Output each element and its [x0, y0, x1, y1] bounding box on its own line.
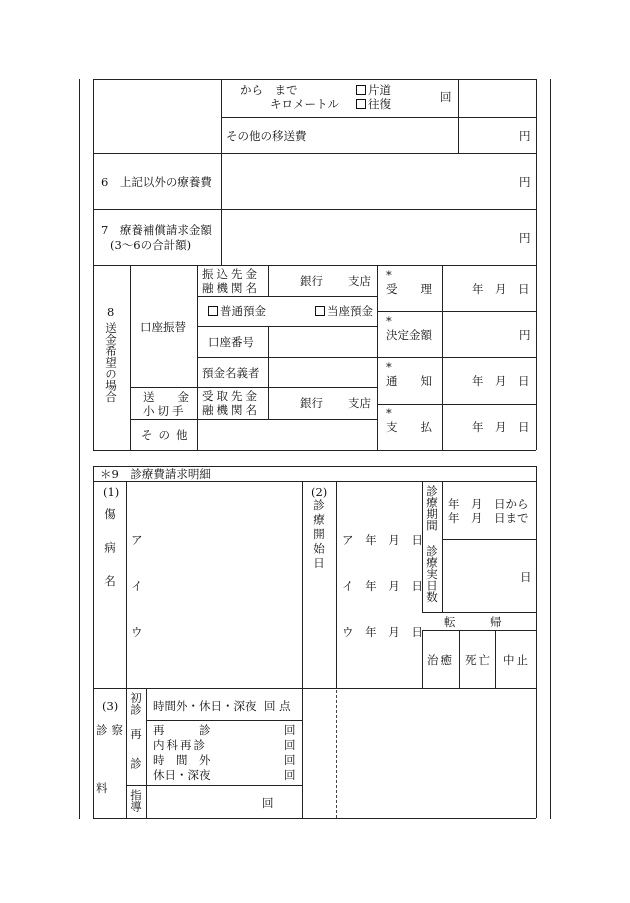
star-mark: * — [386, 268, 392, 282]
times-label: 回 — [440, 90, 452, 104]
diagnosis-name-label: 傷病名 — [103, 508, 117, 609]
page-left-edge — [79, 79, 80, 819]
star-mark: * — [386, 360, 392, 374]
decided-amount-label: 決定金額 — [386, 328, 432, 342]
payment-date: 年 月 日 — [472, 420, 530, 434]
bank-label: 銀行 — [300, 274, 323, 288]
one-way-checkbox[interactable]: 片道 — [356, 83, 391, 97]
item1-number: (1) — [103, 485, 120, 499]
times-label: 回 — [284, 738, 296, 752]
payment-label: 支 払 — [386, 420, 432, 434]
revisit-item: 再 診 — [153, 723, 211, 737]
consultation-fee-label: 診察 — [96, 723, 127, 737]
receiving-bank-label-2: 融機関名 — [202, 403, 260, 417]
revisit-label: 再診 — [129, 728, 143, 787]
other-label: その他 — [141, 428, 194, 442]
period-to: 年 月 日まで — [448, 511, 529, 525]
after-hours-label: 時間外・休日・深夜 — [153, 699, 257, 713]
guidance-label: 指導 — [129, 789, 143, 812]
branch-label: 支店 — [348, 396, 371, 410]
other-transport-label: その他の移送費 — [226, 129, 307, 143]
star-mark: * — [386, 406, 392, 420]
row6-label: 6 上記以外の療養費 — [101, 175, 212, 189]
start-date-a: ア 年 月 日 — [342, 533, 423, 547]
checkbox-icon — [315, 306, 325, 316]
start-date-i: イ 年 月 日 — [342, 579, 423, 593]
bank-name-label-1: 振込先金 — [202, 267, 260, 281]
item3-number: (3) — [102, 699, 119, 713]
start-date-u: ウ 年 月 日 — [342, 625, 423, 639]
diagnosis-u: ウ — [131, 625, 143, 639]
internal-revisit-item: 内科再診 — [153, 738, 207, 752]
row7-sublabel: (3〜6の合計額) — [110, 238, 192, 252]
actual-days-label: 診療実日数 — [425, 545, 439, 603]
bank-name-label-2: 融機関名 — [202, 281, 260, 295]
km-label: キロメートル — [270, 97, 339, 111]
checkbox-icon — [356, 85, 366, 95]
sec8-title: 送金希望の場合 — [104, 322, 118, 403]
times-label: 回 — [284, 753, 296, 767]
diagnosis-i: イ — [131, 579, 143, 593]
sec9-title: ＊9 診療費請求明細 — [100, 467, 211, 481]
times-points-label: 回 点 — [264, 699, 291, 713]
received-date: 年 月 日 — [472, 282, 530, 296]
days-unit: 日 — [520, 570, 532, 584]
yen-label: 円 — [519, 129, 531, 143]
account-transfer-label: 口座振替 — [140, 320, 186, 334]
diagnosis-a: ア — [131, 533, 143, 547]
yen-label: 円 — [519, 175, 531, 189]
yen-label: 円 — [519, 328, 531, 342]
star-mark: * — [386, 314, 392, 328]
from-to-label: から まで — [240, 83, 298, 97]
item2-number: (2) — [311, 485, 328, 499]
times-label: 回 — [284, 723, 296, 737]
row7-label: 7 療養補償請求金額 — [101, 223, 212, 237]
outcome-discontinued: 中止 — [503, 653, 530, 667]
account-holder-label: 預金名義者 — [202, 366, 260, 380]
first-visit-label: 初診 — [129, 692, 143, 715]
outcome-label: 転 帰 — [444, 615, 502, 629]
treatment-start-label: 診療開始日 — [312, 499, 326, 572]
checkbox-icon — [208, 306, 218, 316]
outcome-death: 死亡 — [465, 653, 492, 667]
branch-label: 支店 — [348, 274, 371, 288]
holiday-night-item: 休日・深夜 — [153, 768, 211, 782]
times-label: 回 — [284, 768, 296, 782]
bank-label: 銀行 — [300, 396, 323, 410]
current-deposit-checkbox[interactable]: 当座預金 — [315, 304, 373, 318]
remittance-label-2: 小切手 — [143, 404, 187, 418]
round-trip-checkbox[interactable]: 往復 — [356, 97, 391, 111]
sec8-number: 8 — [107, 305, 115, 319]
remittance-label-1: 送 金 — [143, 390, 189, 404]
treatment-period-label: 診療期間 — [425, 485, 439, 531]
outcome-cured: 治癒 — [427, 653, 454, 667]
ordinary-deposit-checkbox[interactable]: 普通預金 — [208, 304, 266, 318]
after-hours-item: 時 間 外 — [153, 753, 211, 767]
received-label: 受 理 — [386, 282, 432, 296]
notice-date: 年 月 日 — [472, 374, 530, 388]
period-from: 年 月 日から — [448, 497, 529, 511]
notice-label: 通 知 — [386, 374, 432, 388]
yen-label: 円 — [519, 231, 531, 245]
receiving-bank-label-1: 受取先金 — [202, 389, 260, 403]
page-right-edge — [550, 79, 551, 819]
checkbox-icon — [356, 99, 366, 109]
account-number-label: 口座番号 — [208, 335, 254, 349]
times-label: 回 — [262, 796, 274, 810]
consultation-fee-label-2: 料 — [96, 781, 108, 795]
